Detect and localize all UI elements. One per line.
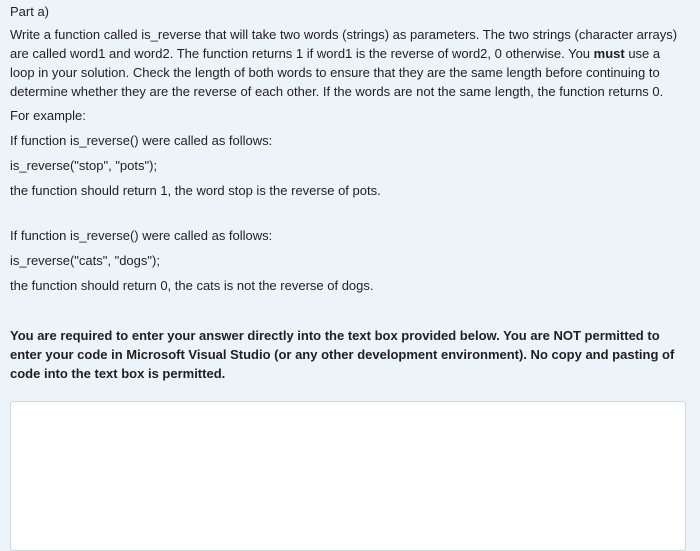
example1-result: the function should return 1, the word stop is the reverse of pots.: [10, 183, 381, 198]
example1-lead: If function is_reverse() were called as follows:: [10, 133, 273, 148]
description-text-1: Write a function called is_reverse that will take two words (strings) as parameters. The two strings (character arrays) are called word1 and word2. The function returns 1 if word1 is the reverse of word2, 0 otherwise. You: [10, 27, 678, 61]
example2-call: is_reverse("cats", "dogs");: [10, 253, 160, 268]
description-text-2: use a loop in your solution. Check the length of both words to ensure that they are the same length before continuing to determine whether they are the reverse of each other. If the words are not the same length, the function returns 0.: [10, 46, 664, 99]
answer-textbox[interactable]: [10, 401, 686, 551]
example1-call: is_reverse("stop", "pots");: [10, 158, 158, 173]
question-description: [10, 25, 688, 101]
description-must: must: [593, 46, 625, 61]
instructions-text: You are required to enter your answer directly into the text box provided below. You are NOT permitted to enter your code in Microsoft Visual Studio (or any other development environment). No copy and pasting of code into the text box is permitted.: [10, 328, 675, 381]
part-label: Part a): [10, 4, 50, 19]
for-example-label: For example:: [10, 108, 86, 123]
example2-result: the function should return 0, the cats is not the reverse of dogs.: [10, 278, 374, 293]
example2-lead: If function is_reverse() were called as follows:: [10, 228, 273, 243]
